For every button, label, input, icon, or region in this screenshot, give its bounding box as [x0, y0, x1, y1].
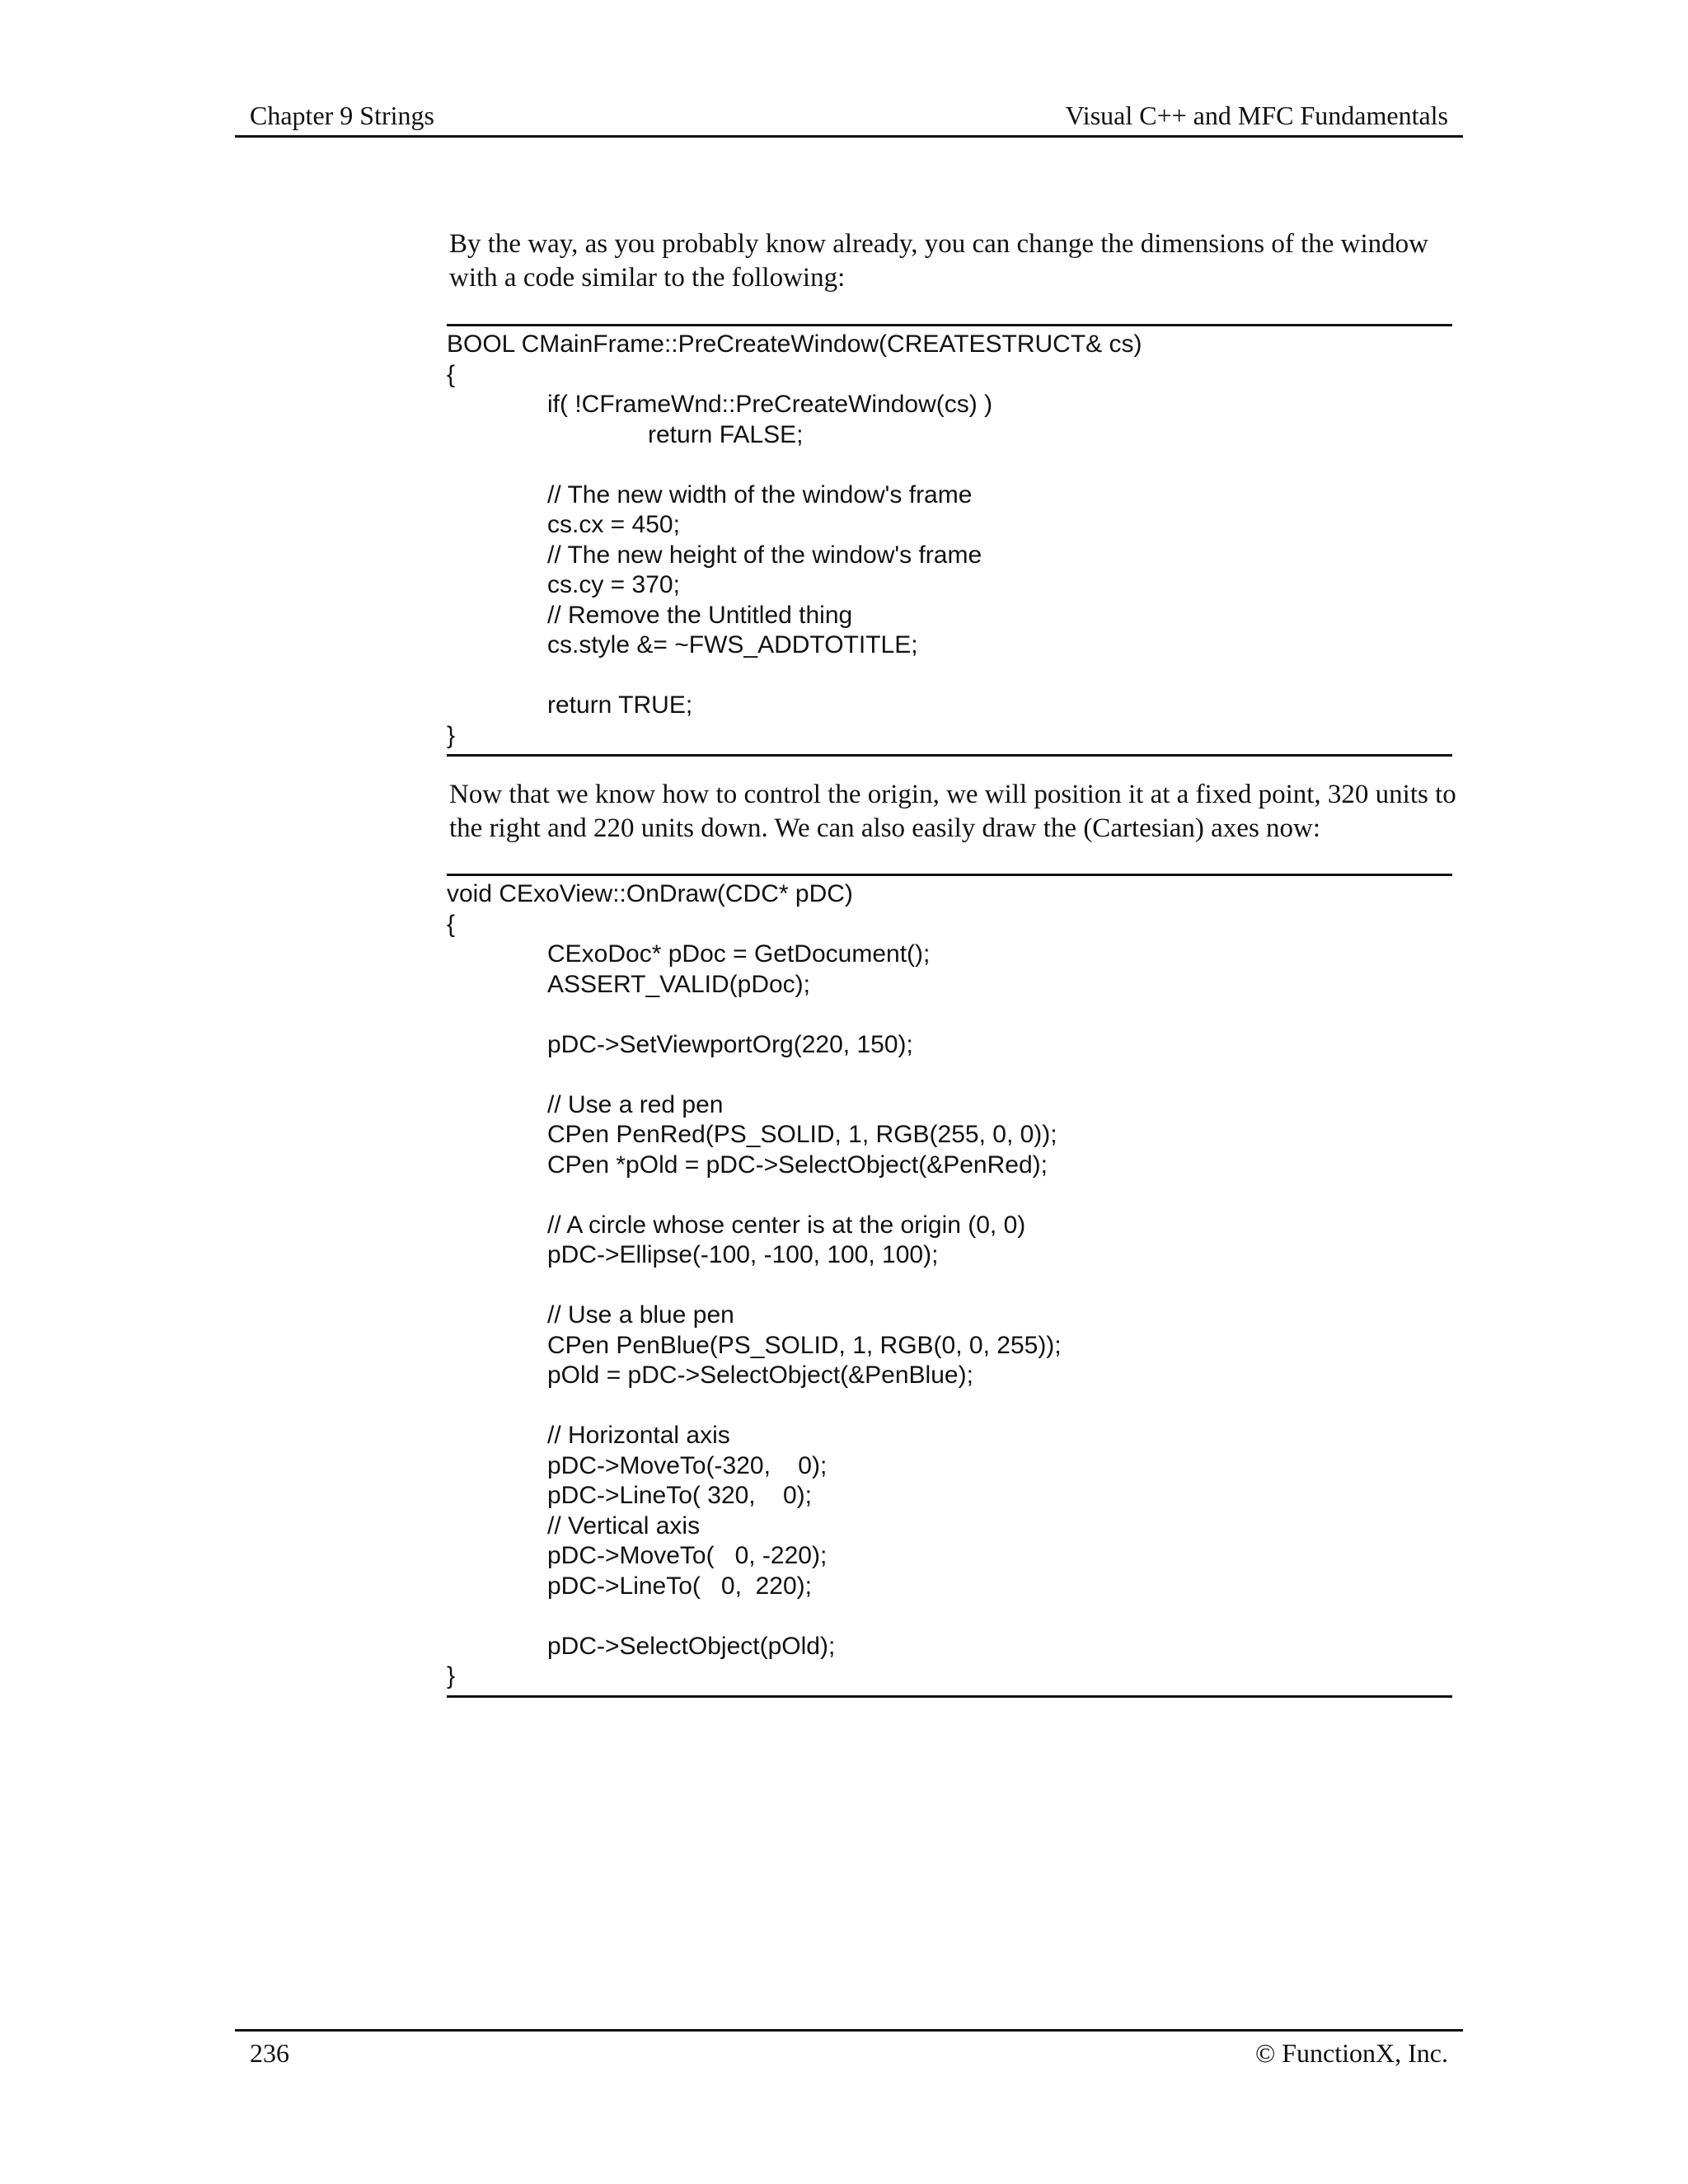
chapter-title: Chapter 9 Strings — [250, 101, 434, 130]
copyright-notice: © FunctionX, Inc. — [1254, 2038, 1448, 2068]
code-line: CPen PenRed(PS_SOLID, 1, RGB(255, 0, 0)); — [547, 1121, 1057, 1148]
code-line: cs.style &= ~FWS_ADDTOTITLE; — [547, 631, 918, 658]
code-line: { — [447, 910, 456, 938]
code-line — [447, 1000, 1452, 1030]
intro-paragraph: By the way, as you probably know already, you can change the dimensions of the window with a code similar to the following: — [449, 229, 1429, 293]
code-line: pDC->MoveTo(-320, 0); — [547, 1451, 828, 1479]
code-line: return FALSE; — [648, 420, 804, 448]
code-line: // Use a red pen — [547, 1090, 724, 1118]
code-block-ondraw — [447, 874, 1452, 1698]
code-line: { — [447, 360, 456, 388]
code-line: pDC->LineTo( 320, 0); — [547, 1482, 812, 1509]
code-line — [447, 450, 1452, 480]
code-line: void CExoView::OnDraw(CDC* pDC) — [447, 880, 853, 907]
code-line: pOld = pDC->SelectObject(&PenBlue); — [547, 1361, 973, 1389]
running-header — [235, 99, 1463, 138]
code-line: BOOL CMainFrame::PreCreateWindow(CREATESTRUCT& cs) — [447, 330, 1142, 358]
code-line — [447, 1060, 1452, 1090]
code-line: // The new width of the window's frame — [547, 480, 973, 509]
code-line: CPen *pOld = pDC->SelectObject(&PenRed); — [547, 1151, 1048, 1179]
middle-paragraph: Now that we know how to control the origin, we will position it at a fixed point, 320 units to the right and 220 units down. We can also easily draw the (Cartesian) axes now: — [449, 780, 1456, 843]
code-line — [447, 1180, 1452, 1211]
code-line: if( !CFrameWnd::PreCreateWindow(cs) ) — [547, 391, 993, 418]
code-line: // A circle whose center is at the origin (0, 0) — [547, 1211, 1026, 1239]
code-line: pDC->SetViewportOrg(220, 150); — [547, 1030, 913, 1058]
code-line: cs.cy = 370; — [547, 571, 680, 598]
code-line — [447, 1601, 1452, 1632]
code-line — [447, 1271, 1452, 1301]
code-line: // Use a blue pen — [547, 1301, 734, 1329]
running-footer — [235, 2029, 1463, 2073]
code-block-precreatewindow — [447, 324, 1452, 757]
code-line: cs.cx = 450; — [547, 511, 680, 538]
code-line: return TRUE; — [547, 691, 693, 719]
code-line: // Remove the Untitled thing — [547, 601, 853, 629]
code-line: ASSERT_VALID(pDoc); — [547, 970, 810, 998]
code-line — [447, 1391, 1452, 1422]
code-line — [447, 661, 1452, 691]
code-line: pDC->LineTo( 0, 220); — [547, 1572, 812, 1600]
code-line: pDC->MoveTo( 0, -220); — [547, 1542, 828, 1569]
page-number: 236 — [250, 2038, 289, 2068]
book-title: Visual C++ and MFC Fundamentals — [1065, 101, 1448, 130]
code-line: } — [447, 721, 456, 749]
code-line: // Horizontal axis — [547, 1422, 730, 1449]
code-line: pDC->Ellipse(-100, -100, 100, 100); — [547, 1241, 939, 1268]
code-line: // Vertical axis — [547, 1511, 701, 1540]
code-line: // The new height of the window's frame — [547, 541, 982, 569]
code-line: } — [447, 1662, 456, 1690]
code-line: pDC->SelectObject(pOld); — [547, 1632, 836, 1660]
code-line: CExoDoc* pDoc = GetDocument(); — [547, 940, 931, 968]
code-line: CPen PenBlue(PS_SOLID, 1, RGB(0, 0, 255)); — [547, 1331, 1062, 1359]
